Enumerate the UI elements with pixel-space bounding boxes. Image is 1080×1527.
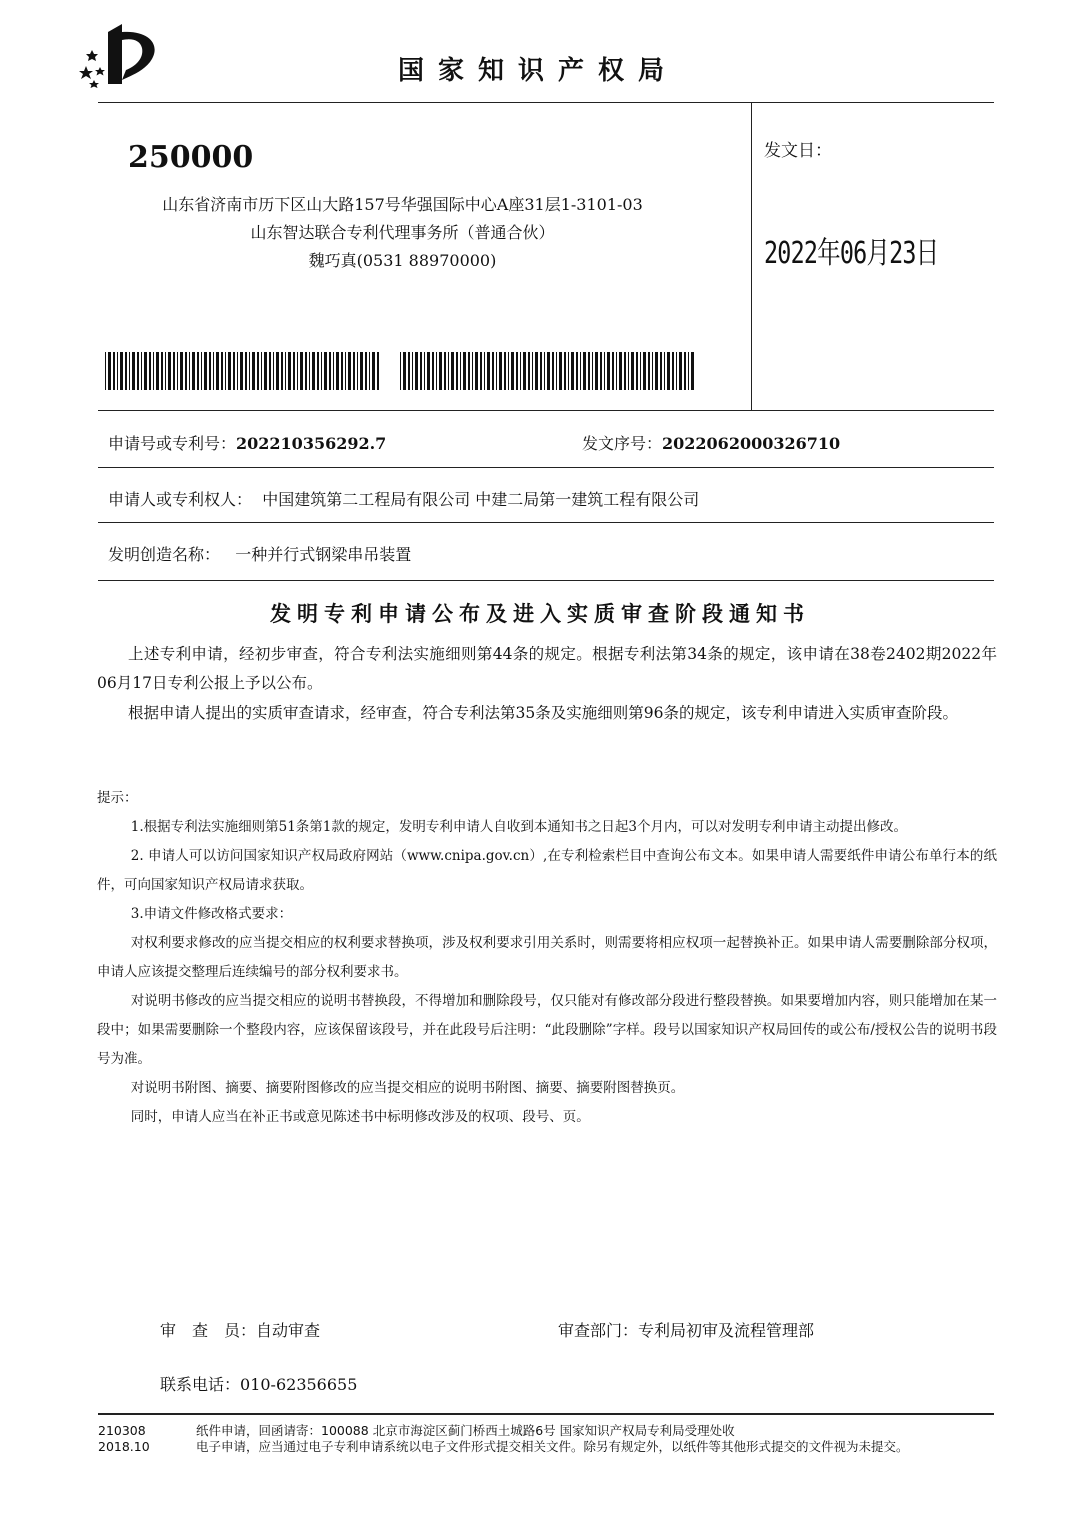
invention-title: 一种并行式钢梁串吊装置 [235,545,412,564]
examiner-label: 审 查 员： [160,1321,257,1340]
notice-paragraph-2: 根据申请人提出的实质审查请求，经审查，符合专利法第35条及实施细则第96条的规定，该专利申请进入实质审查阶段。 [128,704,958,722]
invention-label: 发明创造名称： [108,545,221,564]
applicant-label: 申请人或专利权人： [108,490,253,509]
hints-section [97,784,997,1132]
applicant: 中国建筑第二工程局有限公司 中建二局第一建筑工程有限公司 [262,490,700,509]
barcode-right [400,352,695,390]
form-code: 210308 [98,1423,146,1438]
recipient-agent: 魏巧真(0531 88970000) [308,251,497,270]
hint-item-2: 2. 申请人可以访问国家知识产权局政府网站（www.cnipa.gov.cn）,在专利检索栏目中查询公布文本。如果申请人需要纸件申请公布单行本的纸件，可向国家知识产权局请求获取。 [97,848,997,893]
application-number-row [108,431,386,454]
department-row [558,1318,814,1341]
examiner-row [160,1318,320,1341]
footer-paper-line: 纸件申请，回函请寄：100088 北京市海淀区蓟门桥西土城路6号 国家知识产权局专利局受理处收 [196,1423,735,1438]
notice-paragraph-1: 上述专利申请，经初步审查，符合专利法实施细则第44条的规定。根据专利法第34条的规定，该申请在38卷2402期2022年06月17日专利公报上予以公布。 [97,645,997,692]
phone: 010-62356655 [240,1375,358,1394]
cnipa-logo-icon [78,22,162,90]
recipient-address: 山东省济南市历下区山大路157号华强国际中心A座31层1-3101-03 [162,195,643,214]
recipient-agency: 山东智达联合专利代理事务所（普通合伙） [250,223,555,242]
hint-item-3c: 对说明书附图、摘要、摘要附图修改的应当提交相应的说明书附图、摘要、摘要附图替换页。 [130,1080,685,1096]
form-date: 2018.10 [98,1439,150,1454]
footer-electronic-line: 电子申请，应当通过电子专利申请系统以电子文件形式提交相关文件。除另有规定外，以纸件等其他形式提交的文件视为未提交。 [196,1439,909,1454]
department: 专利局初审及流程管理部 [638,1321,815,1340]
phone-row [160,1372,357,1395]
footer-instructions [196,1423,996,1455]
postcode: 250000 [128,140,254,175]
serial-number-row [582,431,840,454]
department-label: 审查部门： [558,1321,639,1340]
examiner: 自动审查 [256,1321,321,1340]
hint-item-3b: 对说明书修改的应当提交相应的说明书替换段，不得增加和删除段号，仅只能对有修改部分段进行整段替换。如果要增加内容，则只能增加在某一段中；如果需要删除一个整段内容，应该保留该段号，并在此段号后注明：“此段删除”字样。段号以国家知识产权局回传的或公布/授权公告的说明书段号为准。 [97,993,997,1067]
hint-item-3d: 同时，申请人应当在补正书或意见陈述书中标明修改涉及的权项、段号、页。 [130,1109,590,1125]
application-number-label: 申请号或专利号： [108,434,237,453]
applicant-row [108,487,699,510]
hint-item-1: 1.根据专利法实施细则第51条第1款的规定，发明专利申请人自收到本通知书之日起3个月内，可以对发明专利申请主动提出修改。 [130,819,907,835]
serial-number-label: 发文序号： [582,434,663,453]
hint-item-3a: 对权利要求修改的应当提交相应的权利要求替换项，涉及权利要求引用关系时，则需要将相应权项一起替换补正。如果申请人需要删除部分权项，申请人应该提交整理后连续编号的部分权利要求书。 [97,935,997,980]
application-number: 202210356292.7 [236,434,387,453]
hints-title: 提示： [97,790,138,806]
phone-label: 联系电话： [160,1375,241,1394]
office-name: 国家知识产权局 [398,56,679,86]
issue-date: 2022年06月23日 [764,236,939,271]
hint-item-3: 3.申请文件修改格式要求： [130,906,293,922]
barcode-left [105,352,380,390]
invention-row [108,542,411,565]
issue-date-label: 发文日： [764,141,832,161]
notice-title: 发明专利申请公布及进入实质审查阶段通知书 [270,602,810,626]
serial-number: 2022062000326710 [662,434,841,453]
footer-form-code [98,1423,150,1455]
